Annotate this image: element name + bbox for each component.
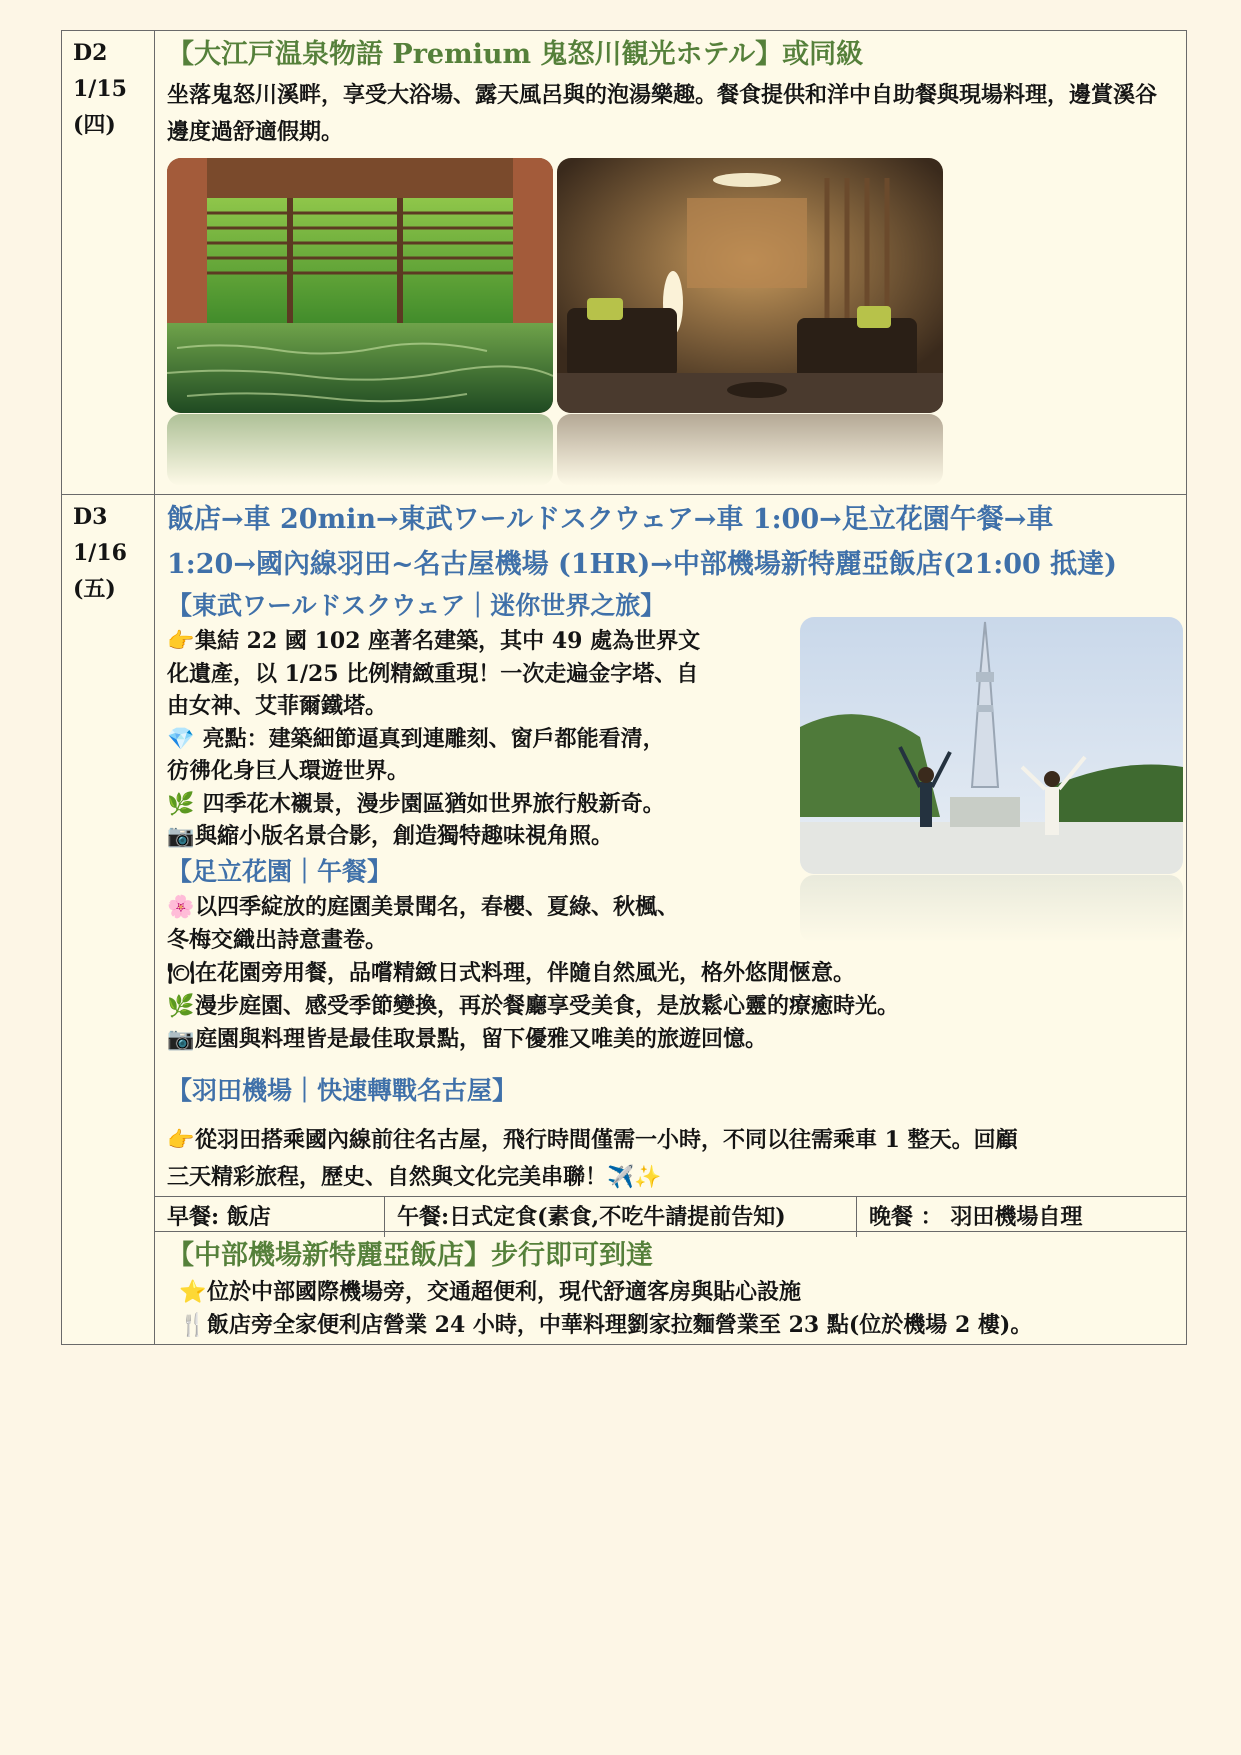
day-number: D3 — [73, 504, 108, 530]
cherry-blossom-icon: 🌸 — [167, 893, 195, 920]
airplane-sparkle-icon: ✈️✨ — [607, 1163, 662, 1190]
onsen-photo-reflection — [167, 414, 553, 486]
pointing-hand-icon: 👉 — [167, 1126, 195, 1153]
d3-hotel-title: 【中部機場新特麗亞飯店】步行即可到達 — [167, 1239, 653, 1271]
day-weekday: (四) — [73, 112, 116, 138]
plate-icon: 🍽 — [167, 959, 195, 986]
d3-hotel-details — [167, 1276, 1174, 1342]
skytree-photo-reflection — [800, 875, 1183, 943]
detail-text: 由女神、艾菲爾鐵塔。 — [167, 693, 388, 719]
day-date: 1/15 — [73, 76, 127, 102]
route-line-1: 飯店→車 20min→東武ワールドスクウェア→車 1:00→足立花園午餐→車 — [167, 504, 1054, 535]
breakfast-cell: 早餐: 飯店 — [155, 1197, 385, 1237]
detail-text: 化遺產，以 1/25 比例精緻重現！一次走遍金字塔、自 — [167, 660, 699, 687]
detail-text: 冬梅交織出詩意畫卷。 — [167, 926, 388, 953]
detail-text: 飯店旁全家便利店營業 24 小時，中華料理劉家拉麵營業至 23 點(位於機場 2 樓)。 — [207, 1311, 1033, 1338]
hotel-title: 【大江戸温泉物語 Premium 鬼怒川観光ホテル】或同級 — [167, 39, 864, 70]
day3-label-cell — [62, 495, 155, 1344]
detail-line — [179, 1309, 1162, 1342]
tobu-world-title: 【東武ワールドスクウェア｜迷你世界之旅】 — [167, 591, 666, 620]
detail-text: 位於中部國際機場旁，交通超便利，現代舒適客房與貼心設施 — [207, 1278, 802, 1305]
lunch-cell: 午餐:日式定食(素食,不吃牛請提前告知) — [385, 1197, 857, 1237]
detail-line — [167, 990, 1174, 1023]
route-line-2: 1:20→國內線羽田~名古屋機場 (1HR)→中部機場新特麗亞飯店(21:00 抵達) — [167, 549, 1117, 580]
day-date: 1/16 — [73, 540, 127, 566]
hotel-block — [155, 1231, 1186, 1344]
hotel-description: 坐落鬼怒川溪畔，享受大浴場、露天風呂與的泡湯樂趣。餐食提供和洋中自助餐與現場料理，邊賞溪谷邊度過舒適假期。 — [167, 82, 1158, 145]
pointing-hand-icon: 👉 — [167, 628, 195, 654]
hotel-lounge-photo — [557, 158, 943, 413]
day2-label-cell — [62, 31, 155, 494]
detail-text: 四季花木襯景，漫步園區猶如世界旅行般新奇。 — [195, 790, 665, 817]
star-icon: ⭐ — [179, 1278, 207, 1305]
detail-text: 集結 22 國 102 座著名建築，其中 49 處為世界文 — [195, 628, 701, 654]
itinerary-table — [61, 30, 1187, 1345]
dinner-cell: 晚餐 ： 羽田機場自理 — [869, 1203, 1083, 1230]
camera-icon: 📷 — [167, 823, 195, 849]
haneda-line-2: 三天精彩旅程，歷史、自然與文化完美串聯！✈️✨ — [167, 1163, 662, 1190]
tokyo-skytree-miniature-photo — [800, 617, 1183, 874]
detail-line — [179, 1276, 1162, 1309]
indoor-onsen-photo — [167, 158, 553, 413]
fork-knife-icon: 🍴 — [179, 1311, 207, 1338]
day-number: D2 — [73, 40, 108, 66]
detail-line — [167, 1023, 1174, 1056]
leaf-icon: 🌿 — [167, 992, 195, 1019]
adachi-garden-title: 【足立花園｜午餐】 — [167, 856, 393, 886]
lounge-photo-reflection — [557, 414, 943, 486]
haneda-line-1: 👉從羽田搭乘國內線前往名古屋，飛行時間僅需一小時，不同以往需乘車 1 整天。回顧 — [167, 1122, 1174, 1159]
day-weekday: (五) — [73, 576, 116, 602]
detail-text: 漫步庭園、感受季節變換，再於餐廳享受美食，是放鬆心靈的療癒時光。 — [195, 992, 900, 1019]
leaf-icon: 🌿 — [167, 790, 195, 817]
detail-text: 與縮小版名景合影，創造獨特趣味視角照。 — [195, 823, 614, 849]
detail-text: 庭園與料理皆是最佳取景點，留下優雅又唯美的旅遊回憶。 — [195, 1025, 768, 1052]
day2-row — [62, 31, 1186, 495]
day2-content — [155, 31, 1186, 494]
detail-line — [167, 957, 1174, 990]
detail-text: 在花園旁用餐，品嚐精緻日式料理，伴隨自然風光，格外悠閒愜意。 — [195, 959, 856, 986]
detail-text: 以四季綻放的庭園美景聞名，春櫻、夏綠、秋楓、 — [195, 893, 680, 920]
gem-icon: 💎 — [167, 725, 195, 752]
detail-text: 亮點：建築細節逼真到連雕刻、窗戶都能看清， — [195, 725, 665, 752]
day3-row — [62, 495, 1186, 1344]
day3-content — [155, 495, 1186, 1344]
meals-row — [155, 1196, 1186, 1237]
haneda-title: 【羽田機場｜快速轉戰名古屋】 — [167, 1075, 518, 1105]
detail-text: 彷彿化身巨人環遊世界。 — [167, 758, 410, 784]
camera-icon: 📷 — [167, 1025, 195, 1052]
